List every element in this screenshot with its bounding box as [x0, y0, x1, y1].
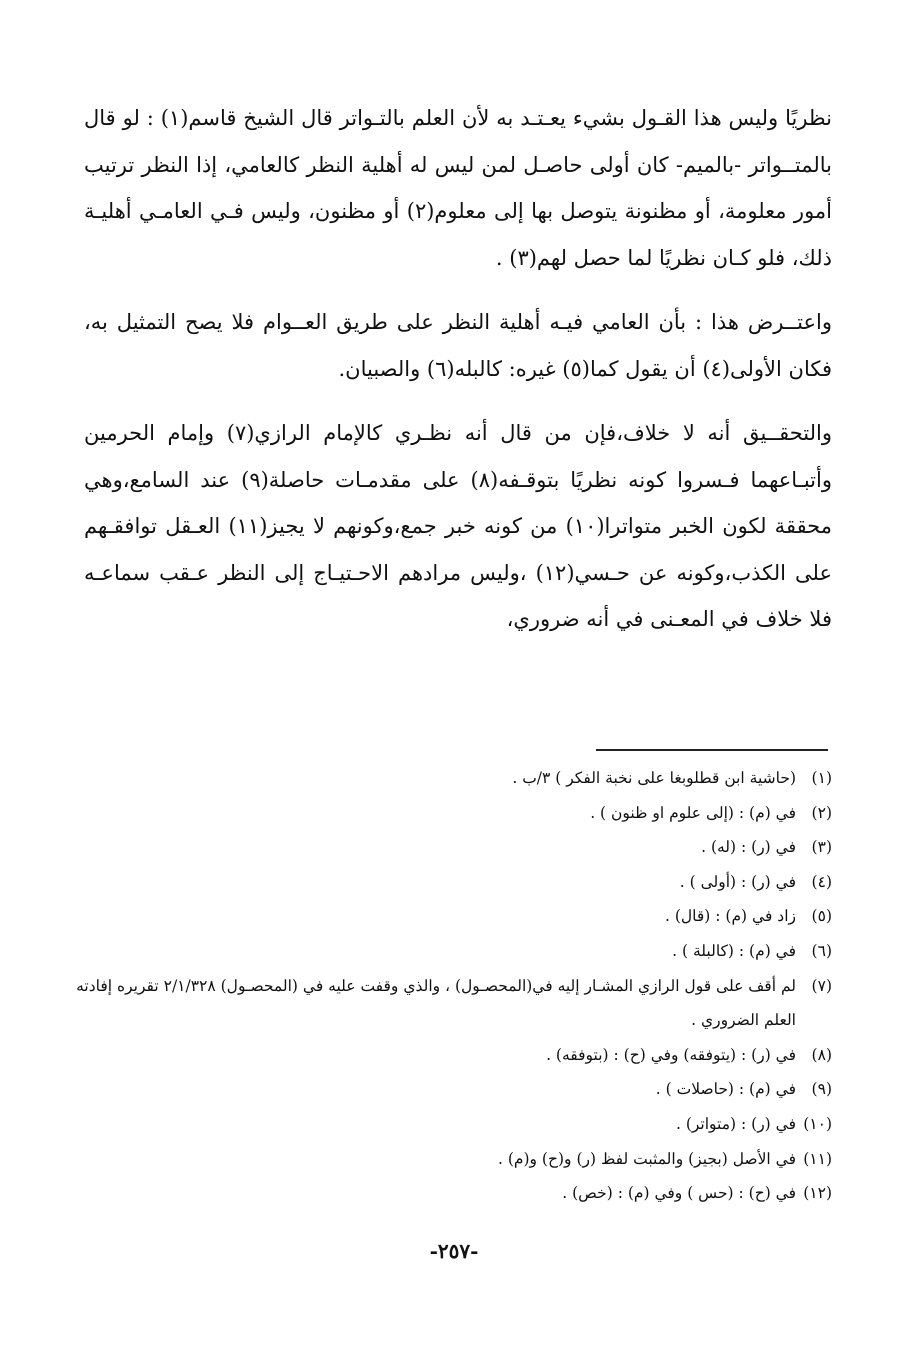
footnote [76, 969, 832, 1038]
footnote [76, 1176, 832, 1211]
footnote-number: (٨) [811, 1045, 832, 1064]
paragraph: نظريًا وليس هذا القـول بشيء يعـتـد به لأن العلم بالتـواتر قال الشيخ قاسم(١) : لو قال بالمتــواتر -بالميم- كان أولى حاصـل لمن ليس له أهلية النظر كالعامي، إذا النظر ترتيب أمور معلومة، أو مظنونة يتوصل بها إلى معلوم(٢) أو مظنون، وليس فـي العامـي أهليـة ذلك، فلو كـان نظريًا لما حصل لهم(٣) . [84, 106, 832, 270]
footnote-text: في (ر) : (يتوفقه) وفي (ح) : (بتوفقه) . [546, 1045, 796, 1064]
footnote-text: في (ر) : (له) . [701, 838, 796, 857]
footnote-text: في (ر) : (أولى ) . [679, 872, 796, 891]
footnote-text: (حاشية ابن قطلوبغا على نخبة الفكر ) ٣/ب . [512, 769, 796, 787]
footnote [76, 1107, 832, 1142]
footnote [76, 899, 832, 934]
footnote-number: (٢) [811, 803, 832, 822]
footnote-number: (١٠) [803, 1114, 832, 1133]
footnote-number: (٥) [811, 907, 832, 926]
footnote-number: (١١) [803, 1149, 832, 1168]
footnote [76, 1038, 832, 1073]
footnote-number: (٧) [811, 976, 832, 995]
footnote-text: في (ح) : (حس ) وفي (م) : (خص) . [562, 1184, 796, 1203]
footnote-text: في (م) : (كالبلة ) . [672, 941, 796, 960]
footnote [76, 1072, 832, 1107]
footnote-number: (٩) [811, 1080, 832, 1099]
footnote-text: في الأصل (بجيز) والمثبت لفظ (ر) و(ح) و(م) . [497, 1149, 796, 1168]
paragraph: والتحقــيق أنه لا خلاف،فإن من قال أنه نظـري كالإمام الرازي(٧) وإمام الحرمين وأتبـاعهما فـسروا كونه نظريًا بتوقـفه(٨) على مقدمـات حاصلة(٩) عند السامع،وهي محققة لكون الخبر متواترا(١٠) من كونه خبر جمع،وكونهم لا يجيز(١١) العـقل توافقـهم على الكذب،وكونه عن حـسي(١٢) ،وليس مرادهم الاحـتيـاج إلى النظر عـقب سماعـه فلا خلاف في المعـنى في أنه ضروري، [84, 421, 832, 631]
footnote [76, 865, 832, 900]
paragraph: واعتــرض هذا : بأن العامي فيـه أهلية النظر على طريق العــوام فلا يصح التمثيل به، فكان الأولى(٤) أن يقول كما(٥) غيره: كالبله(٦) والصبيان. [84, 310, 832, 381]
footnote [76, 796, 832, 831]
page-number: -٢٥٧- [429, 1239, 479, 1263]
footnote [76, 934, 832, 969]
footnote-number: (٣) [811, 838, 832, 857]
footnote-number: (١) [811, 769, 832, 787]
footnote-text: زاد في (م) : (قال) . [665, 907, 796, 926]
main-text [84, 95, 832, 661]
footnote-text: في (م) : (حاصلات ) . [655, 1080, 796, 1099]
footnote-text: في (م) : (إلى علوم او ظنون ) . [590, 803, 796, 822]
footnote [76, 761, 832, 796]
footnote-number: (٤) [811, 872, 832, 891]
footnote [76, 830, 832, 865]
footnote [76, 1142, 832, 1177]
footnote-text: في (ر) : (متواتر) . [675, 1114, 796, 1133]
footnote-separator [596, 749, 828, 751]
footnote-number: (٦) [811, 941, 832, 960]
footnotes [76, 761, 832, 1211]
footnote-text: لم أقف على قول الرازي المشـار إليه في(المحصـول) ، والذي وقفت عليه في (المحصـول) ٢/١/٣٢٨ تقريره إفادته العلم الضروري . [76, 976, 796, 1030]
footnote-number: (١٢) [803, 1184, 832, 1203]
